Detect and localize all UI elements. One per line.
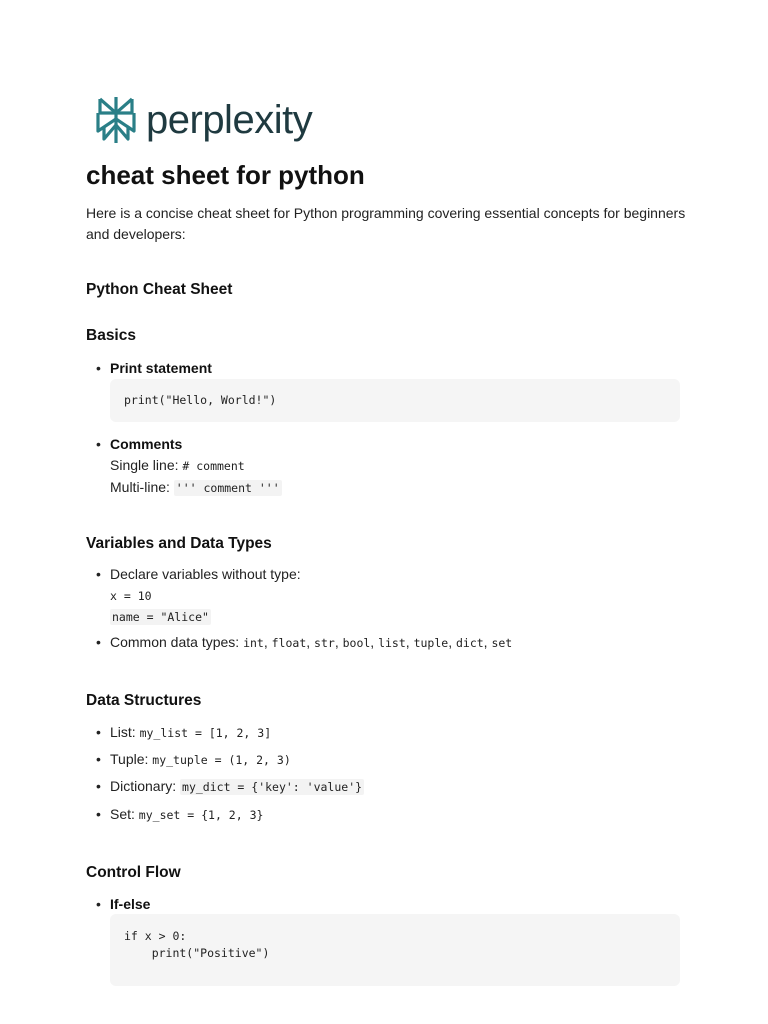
list-item-list bbox=[96, 722, 272, 744]
type-bool: bool bbox=[342, 636, 371, 650]
page-title: cheat sheet for python bbox=[86, 160, 365, 190]
multi-line-code: ''' comment ''' bbox=[175, 481, 280, 495]
bullet: • bbox=[96, 724, 101, 740]
type-int: int bbox=[243, 636, 264, 650]
if-else-line-2: print("Positive") bbox=[124, 946, 270, 960]
code-name-alice: name = "Alice" bbox=[112, 610, 209, 624]
print-statement-label: Print statement bbox=[110, 360, 212, 376]
intro-paragraph: Here is a concise cheat sheet for Python programming covering essential concepts for beginners and developers: bbox=[86, 205, 686, 242]
list-code: my_list = [1, 2, 3] bbox=[139, 726, 272, 740]
comments-label: Comments bbox=[110, 436, 183, 452]
list-item-tuple bbox=[96, 749, 291, 771]
dictionary-label: Dictionary: bbox=[110, 778, 181, 794]
type-str: str bbox=[314, 636, 335, 650]
tuple-label: Tuple: bbox=[110, 751, 153, 767]
perplexity-logo bbox=[94, 94, 312, 146]
heading-python-cheat-sheet: Python Cheat Sheet bbox=[86, 281, 233, 298]
bullet: • bbox=[96, 436, 101, 452]
type-set: set bbox=[491, 636, 513, 650]
type-tuple: tuple bbox=[413, 636, 449, 650]
declare-variables-text: Declare variables without type: bbox=[110, 566, 301, 582]
heading-variables-and-data-types: Variables and Data Types bbox=[86, 535, 272, 552]
list-item-dictionary bbox=[96, 776, 364, 798]
list-item-comments bbox=[96, 434, 282, 499]
bullet: • bbox=[96, 896, 101, 912]
type-dict: dict bbox=[455, 636, 484, 650]
bullet: • bbox=[96, 778, 101, 794]
perplexity-logo-icon bbox=[94, 95, 138, 145]
single-line-label: Single line: bbox=[110, 457, 183, 473]
bullet: • bbox=[96, 806, 101, 822]
heading-control-flow: Control Flow bbox=[86, 864, 181, 881]
set-code: my_set = {1, 2, 3} bbox=[138, 808, 264, 822]
heading-data-structures: Data Structures bbox=[86, 692, 202, 709]
code-block-print: print("Hello, World!") bbox=[110, 379, 680, 422]
list-label: List: bbox=[110, 724, 140, 740]
multi-line-label: Multi-line: bbox=[110, 479, 174, 495]
if-else-label: If-else bbox=[110, 896, 151, 912]
bullet: • bbox=[96, 751, 101, 767]
dictionary-code: my_dict = {'key': 'value'} bbox=[182, 780, 363, 794]
code-block-if-else bbox=[110, 914, 680, 986]
if-else-line-1: if x > 0: bbox=[124, 929, 187, 943]
type-float: float bbox=[271, 636, 307, 650]
list-item-print-statement bbox=[96, 358, 212, 379]
list-item-common-data-types: • Common data types: int, float, str, bool, list, tuple, dict, set bbox=[110, 632, 512, 654]
bullet: • bbox=[96, 634, 101, 650]
common-data-types-label: Common data types: bbox=[110, 634, 244, 650]
bullet: • bbox=[96, 566, 101, 582]
list-item-declare-variables bbox=[96, 564, 301, 628]
bullet: • bbox=[96, 360, 101, 376]
list-item-set bbox=[96, 804, 264, 826]
list-item-if-else bbox=[96, 894, 151, 915]
set-label: Set: bbox=[110, 806, 139, 822]
heading-basics: Basics bbox=[86, 327, 136, 344]
perplexity-wordmark: perplexity bbox=[146, 97, 313, 142]
single-line-code: # comment bbox=[182, 459, 245, 473]
type-list: list bbox=[378, 636, 406, 650]
tuple-code: my_tuple = (1, 2, 3) bbox=[152, 753, 291, 767]
code-x-equals-10: x = 10 bbox=[110, 589, 152, 603]
